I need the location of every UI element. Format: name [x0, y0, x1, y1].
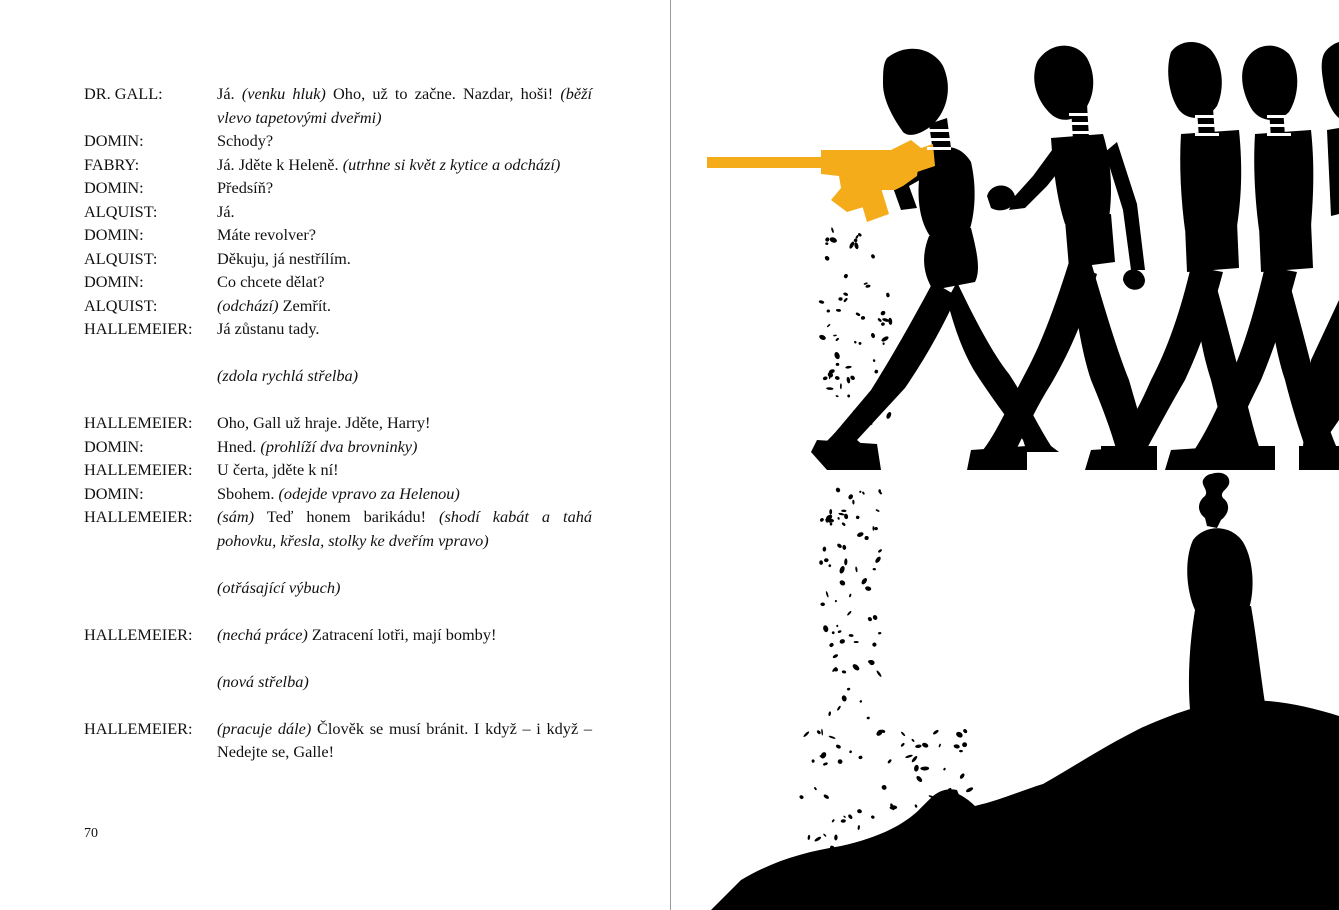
- debris-speck: [886, 292, 890, 297]
- soldier-torso: [1051, 134, 1111, 224]
- neck-ring-stripe: [927, 138, 951, 141]
- debris-speck: [827, 519, 834, 523]
- debris-speck: [859, 490, 862, 493]
- stage-direction: (zdola rychlá střelba): [217, 366, 359, 385]
- debris-speck: [858, 341, 862, 345]
- debris-speck: [819, 517, 824, 522]
- debris-speck: [857, 809, 863, 814]
- speech-text: [217, 317, 592, 341]
- debris-speck: [823, 762, 829, 766]
- debris-speck: [955, 731, 964, 739]
- speech-segment: Děkuju, já nestřílím.: [217, 248, 351, 268]
- speech-text: [217, 435, 592, 459]
- debris-speck: [953, 744, 960, 749]
- debris-speck: [828, 564, 831, 567]
- stage-direction-inline: (shodí kabát a tahá pohovku, křesla, stolky ke dveřím vpravo): [217, 507, 593, 550]
- debris-speck: [820, 751, 828, 759]
- debris-speck: [858, 755, 863, 759]
- debris-speck: [807, 835, 810, 840]
- debris-speck: [825, 237, 831, 243]
- debris-speck: [814, 836, 822, 843]
- soldier-hips: [1065, 214, 1115, 268]
- speech-text: [217, 482, 592, 506]
- debris-speck: [862, 491, 865, 495]
- soldier-hips: [924, 228, 978, 290]
- debris-speck: [835, 337, 839, 341]
- debris-speck: [881, 784, 888, 791]
- debris-speck: [829, 509, 832, 515]
- debris-speck: [833, 334, 837, 336]
- debris-speck: [876, 670, 882, 678]
- debris-speck: [870, 332, 875, 338]
- stage-direction-inline: (odejde vpravo za Helenou): [278, 483, 460, 503]
- debris-speck: [881, 322, 886, 326]
- stage-direction-inline: (prohlíží dva brovninky): [260, 436, 418, 456]
- debris-speck: [856, 531, 864, 538]
- debris-speck: [854, 242, 860, 250]
- debris-speck: [943, 767, 946, 770]
- debris-speck: [841, 522, 846, 527]
- speaker-name: ALQUIST:: [84, 248, 158, 268]
- debris-speck: [865, 586, 872, 592]
- debris-speck: [882, 317, 890, 322]
- marching-robots-illustration: [671, 0, 1339, 910]
- debris-speck: [837, 759, 843, 765]
- debris-speck: [849, 750, 853, 754]
- debris-speck: [849, 375, 855, 381]
- debris-speck: [870, 254, 875, 260]
- debris-speck: [881, 335, 890, 342]
- debris-speck: [965, 786, 974, 793]
- debris-speck: [829, 642, 835, 647]
- debris-speck: [836, 543, 842, 549]
- debris-speck: [847, 687, 851, 690]
- neck-ring-stripe: [1267, 124, 1291, 127]
- neck-ring-stripe: [1195, 133, 1219, 136]
- dialogue-line: [84, 458, 592, 482]
- debris-speck: [831, 819, 835, 823]
- speech-segment: Já.: [217, 201, 235, 221]
- debris-speck: [852, 500, 854, 505]
- speaker-name: ALQUIST:: [84, 295, 158, 315]
- debris-speck: [824, 255, 830, 262]
- speech-segment: Zemřít.: [278, 295, 331, 315]
- page-number: 70: [84, 826, 98, 841]
- debris-speck: [872, 526, 874, 531]
- debris-speck: [855, 566, 858, 572]
- neck-ring-stripe: [1069, 113, 1093, 116]
- speech-text: [217, 717, 592, 764]
- debris-speck: [830, 523, 833, 526]
- stage-direction-inline: (běží vlevo tapetovými dveřmi): [217, 84, 593, 127]
- debris-speck: [832, 653, 839, 658]
- debris-speck: [841, 695, 847, 702]
- debris-speck: [877, 318, 882, 323]
- dialogue-line: [84, 623, 592, 647]
- stage-direction-inline: (sám): [217, 507, 255, 526]
- debris-speck: [866, 716, 870, 719]
- debris-speck: [814, 787, 818, 791]
- debris-speck: [905, 754, 913, 759]
- debris-speck: [820, 602, 825, 606]
- dialogue-line: [84, 153, 592, 177]
- debris-speck: [849, 593, 852, 597]
- dialogue-line: [84, 505, 592, 552]
- speech-segment: Předsíň?: [217, 178, 274, 197]
- debris-speck: [834, 375, 840, 380]
- neck-ring-stripe: [1069, 122, 1093, 125]
- debris-speck: [831, 227, 835, 233]
- debris-speck: [835, 487, 841, 493]
- soldier-head: [1242, 46, 1297, 120]
- debris-speck: [854, 341, 857, 344]
- debris-speck: [838, 297, 842, 300]
- speech-text: [217, 505, 592, 552]
- debris-speck: [822, 625, 829, 633]
- debris-speck: [880, 310, 887, 316]
- stage-direction-inline: (nechá práce): [217, 624, 308, 644]
- speech-segment: Já. Jděte k Heleně.: [217, 154, 343, 174]
- debris-speck: [826, 323, 830, 327]
- speech-text: [217, 153, 592, 177]
- debris-speck: [914, 804, 918, 808]
- debris-speck: [822, 546, 826, 551]
- debris-speck: [849, 634, 854, 637]
- debris-speck: [803, 731, 810, 738]
- speech-text: [217, 247, 592, 271]
- debris-speck: [900, 742, 905, 747]
- debris-speck: [816, 730, 821, 735]
- debris-speck: [865, 284, 871, 288]
- debris-speck: [847, 493, 854, 500]
- debris-speck: [837, 630, 841, 634]
- shadow-neck-chain: [1199, 473, 1229, 528]
- debris-speck: [828, 711, 831, 716]
- dialogue-line: [84, 82, 592, 129]
- speech-segment: Zatracení lotři, mají bomby!: [307, 624, 497, 644]
- debris-speck: [872, 568, 876, 571]
- stage-direction: (nová střelba): [217, 671, 309, 691]
- debris-speck: [836, 363, 840, 366]
- stage-direction-inline: (venku hluk): [241, 84, 326, 103]
- neck-ring-stripe: [927, 129, 951, 132]
- speech-segment: Schody?: [217, 131, 274, 150]
- debris-speck: [824, 558, 829, 563]
- speaker-name: DOMIN:: [84, 178, 144, 197]
- debris-speck: [842, 670, 847, 674]
- debris-speck: [823, 833, 827, 837]
- debris-speck: [836, 309, 841, 312]
- debris-speck: [812, 759, 815, 763]
- speech-segment: Co chcete dělat?: [217, 272, 325, 291]
- right-page: [671, 0, 1339, 910]
- rifle: [707, 140, 935, 222]
- debris-speck: [840, 383, 842, 389]
- speaker-name: DOMIN:: [84, 436, 144, 456]
- debris-speck: [874, 527, 878, 531]
- speaker-name: DOMIN:: [84, 225, 144, 244]
- speech-text: [217, 200, 592, 224]
- speech-segment: Oho, Gall už hraje. Jděte, Harry!: [217, 413, 431, 432]
- robot-soldier-2: [967, 46, 1157, 470]
- debris-speck: [959, 750, 963, 752]
- debris-speck: [832, 631, 835, 634]
- debris-speck: [911, 738, 915, 742]
- debris-speck: [818, 334, 826, 341]
- speaker-name: HALLEMEIER:: [84, 319, 193, 338]
- debris-speck: [819, 560, 823, 565]
- debris-speck: [859, 700, 863, 703]
- debris-speck: [885, 411, 892, 419]
- debris-speck: [962, 742, 967, 747]
- debris-speck: [829, 236, 838, 243]
- neck-ring-stripe: [1195, 124, 1219, 127]
- debris-speck: [855, 515, 859, 519]
- debris-speck: [826, 309, 830, 312]
- debris-speck: [841, 819, 847, 823]
- debris-speck: [915, 775, 923, 783]
- speaker-name: HALLEMEIER:: [84, 624, 193, 644]
- debris-speck: [825, 242, 828, 245]
- soldier-fist-back: [1123, 270, 1145, 290]
- debris-speck: [847, 394, 850, 398]
- debris-speck: [851, 663, 860, 672]
- dialogue-line: [84, 200, 592, 224]
- speaker-name: DOMIN:: [84, 131, 144, 150]
- debris-speck: [878, 632, 882, 635]
- debris-speck: [839, 565, 846, 574]
- speech-text: [217, 458, 592, 482]
- speaker-name: FABRY:: [84, 154, 140, 174]
- debris-speck: [921, 742, 929, 749]
- speech-segment: Hned.: [217, 436, 261, 456]
- speech-text: [217, 411, 592, 435]
- debris-speck: [882, 342, 884, 345]
- debris-speck: [836, 705, 841, 711]
- dialogue-line: [84, 482, 592, 506]
- dialogue-line: [84, 223, 592, 247]
- speaker-name: DOMIN:: [84, 272, 144, 291]
- neck-ring-stripe: [927, 147, 951, 150]
- dialogue-line: [84, 129, 592, 153]
- soldier-head: [1322, 42, 1339, 118]
- debris-speck: [846, 377, 850, 384]
- rifle-barrel: [707, 157, 821, 168]
- stage-direction: (otřásající výbuch): [217, 577, 341, 597]
- debris-speck: [900, 731, 905, 736]
- speech-segment: Oho, už to začne. Nazdar, hoši!: [325, 84, 561, 103]
- debris-speck: [962, 728, 968, 734]
- debris-speck: [887, 759, 892, 764]
- soldier-head: [1168, 42, 1222, 118]
- debris-speck: [867, 616, 873, 622]
- debris-speck: [938, 743, 941, 747]
- debris-speck: [834, 834, 838, 840]
- debris-speck: [860, 316, 865, 321]
- speaker-name: DR. GALL:: [84, 84, 163, 103]
- soldier-hips: [1185, 222, 1239, 272]
- debris-speck: [860, 577, 868, 585]
- debris-speck: [959, 773, 966, 780]
- debris-speck: [843, 297, 848, 302]
- debris-speck: [853, 238, 857, 242]
- debris-speck: [870, 815, 875, 820]
- debris-speck: [874, 556, 882, 564]
- speaker-name: HALLEMEIER:: [84, 460, 193, 479]
- dialogue-line: [84, 411, 592, 435]
- soldier-fist: [987, 186, 1015, 211]
- debris-speck: [839, 639, 845, 645]
- speaker-name: DOMIN:: [84, 483, 144, 503]
- debris-speck: [844, 513, 849, 519]
- soldier-torso: [1327, 128, 1339, 216]
- soldier-arm: [1009, 146, 1063, 210]
- speech-text: [217, 176, 592, 200]
- speech-segment: Já.: [217, 84, 242, 103]
- speech-text: [217, 294, 592, 318]
- speaker-name: HALLEMEIER:: [84, 413, 193, 432]
- soldier-foot: [811, 440, 881, 470]
- debris-speck: [843, 292, 849, 297]
- dialogue-line: [84, 435, 592, 459]
- debris-speck: [878, 549, 883, 554]
- debris-speck: [848, 241, 855, 250]
- debris-speck: [875, 509, 880, 512]
- stage-direction-inline: (utrhne si květ z kytice a odchází): [342, 154, 561, 174]
- play-script: [84, 82, 592, 764]
- speech-segment: Já zůstanu tady.: [217, 319, 320, 338]
- debris-speck: [843, 273, 848, 279]
- dialogue-line: [84, 270, 592, 294]
- neck-ring-stripe: [1069, 131, 1093, 134]
- debris-speck: [834, 600, 837, 603]
- debris-speck: [837, 517, 840, 520]
- debris-speck: [872, 642, 877, 647]
- speech-segment: Teď honem barikádu!: [254, 507, 440, 526]
- speech-text: [217, 623, 592, 647]
- debris-speck: [855, 312, 861, 317]
- debris-speck: [833, 351, 840, 360]
- debris-speck: [835, 395, 838, 398]
- debris-speck: [874, 369, 879, 374]
- soldier-torso: [1180, 130, 1241, 230]
- speaker-name: HALLEMEIER:: [84, 718, 193, 738]
- soldier-torso: [1254, 130, 1313, 230]
- debris-speck: [857, 825, 860, 830]
- debris-speck: [835, 744, 841, 750]
- debris-speck: [913, 764, 919, 772]
- debris-speck: [872, 614, 878, 620]
- bullet-debris: [799, 227, 974, 870]
- debris-speck: [915, 744, 922, 748]
- debris-speck: [828, 735, 835, 739]
- debris-speck: [863, 282, 868, 285]
- dialogue-line: [84, 717, 592, 764]
- debris-speck: [818, 300, 824, 305]
- dialogue-line: [84, 294, 592, 318]
- speech-segment: Máte revolver?: [217, 225, 316, 244]
- neck-ring-stripe: [1195, 115, 1219, 118]
- dialogue-line: [84, 176, 592, 200]
- debris-speck: [843, 815, 846, 818]
- debris-speck: [845, 365, 852, 368]
- debris-speck: [854, 641, 859, 643]
- debris-speck: [836, 625, 838, 628]
- speaker-name: HALLEMEIER:: [84, 507, 193, 526]
- debris-speck: [826, 387, 834, 390]
- debris-speck: [799, 794, 804, 799]
- speech-text: [217, 270, 592, 294]
- dialogue-line: [84, 317, 592, 341]
- debris-speck: [841, 510, 846, 512]
- debris-speck: [822, 376, 828, 381]
- speech-segment: Člověk se musí bránit. I když – i když – Nedejte se, Galle!: [217, 718, 592, 761]
- debris-speck: [823, 794, 830, 800]
- rubble-mound: [711, 700, 1339, 910]
- debris-speck: [873, 359, 876, 362]
- debris-speck: [838, 512, 845, 516]
- dialogue-line: [84, 247, 592, 271]
- speech-text: [217, 129, 592, 153]
- speech-text: [217, 82, 592, 129]
- debris-speck: [842, 545, 847, 551]
- speech-text: [217, 223, 592, 247]
- debris-speck: [847, 814, 853, 820]
- shadow-figure: [1187, 473, 1267, 720]
- debris-speck: [825, 591, 829, 598]
- debris-speck: [821, 729, 823, 736]
- debris-speck: [844, 558, 848, 565]
- soldier-back-leg: [817, 282, 957, 452]
- speech-segment: U čerta, jděte k ní!: [217, 460, 339, 479]
- speech-segment: Sbohem.: [217, 483, 279, 503]
- debris-speck: [864, 536, 869, 541]
- stage-direction-inline: (odchází): [217, 295, 279, 315]
- debris-speck: [932, 729, 939, 735]
- soldier-hips: [1259, 222, 1313, 272]
- stage-direction-inline: (pracuje dále): [217, 718, 312, 738]
- neck-ring-stripe: [1267, 133, 1291, 136]
- debris-speck: [839, 579, 847, 587]
- neck-ring-stripe: [1267, 115, 1291, 118]
- debris-speck: [847, 610, 853, 616]
- speaker-name: ALQUIST:: [84, 201, 158, 221]
